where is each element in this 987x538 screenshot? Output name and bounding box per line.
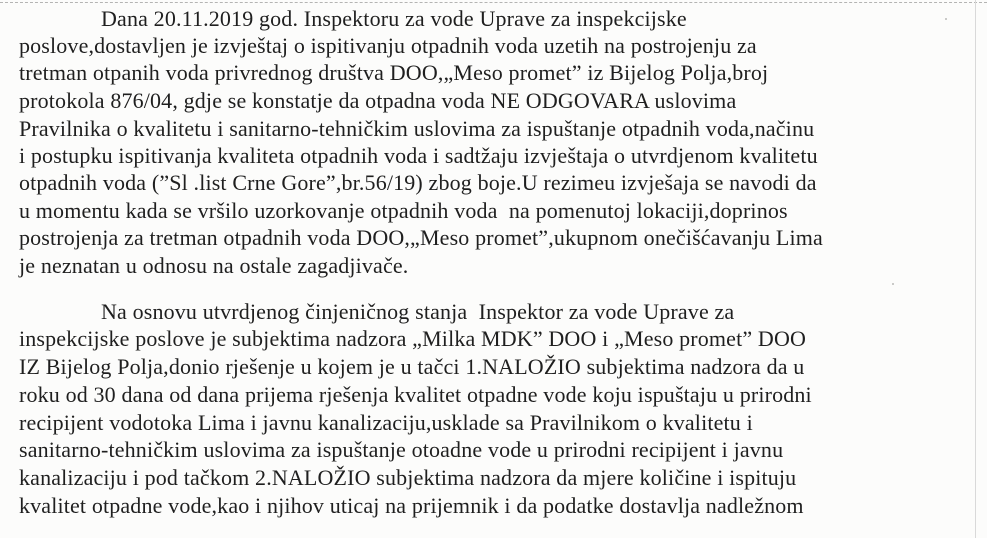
paragraph-1-line-10: je neznatan u odnosu na ostale zagadjivače. — [19, 253, 409, 278]
paragraph-1-line-4: protokola 876/04, gdje se konstatje da otpadna voda NE ODGOVARA uslovima — [19, 88, 737, 113]
paragraph-2-line-1: Na osnovu utvrdjenog činjeničnog stanja Inspektor za vode Uprave za — [101, 299, 735, 324]
scan-speck — [945, 18, 947, 20]
paragraph-2-line-2: inspekcijske poslove je subjektima nadzora „Milka MDK” DOO i „Meso promet” DOO — [19, 326, 807, 351]
paragraph-2-line-8: kvalitet otpadne vode,kao i njihov uticaj na prijemnik i da podatke dostavlja nadležnom — [19, 493, 804, 518]
paragraph-1-line-8: u momentu kada se vršilo uzorkovanje otpadnih voda na pomenutoj lokaciji,doprinos — [19, 198, 788, 223]
scan-speck — [892, 283, 894, 285]
right-page-edge — [975, 0, 976, 538]
paragraph-1-line-2: poslove,dostavljen je izvještaj o ispitivanju otpadnih voda uzetih na postrojenju za — [19, 33, 757, 58]
paragraph-1-line-3: tretman otpanih voda privrednog društva DOO,„Meso promet” iz Bijelog Polja,broj — [19, 60, 769, 85]
paragraph-1-line-9: postrojenja za tretman otpadnih voda DOO,„Meso promet”,ukupnom onečišćavanju Lima — [19, 225, 823, 250]
paragraph-1-line-6: i postupku ispitivanja kvaliteta otpadnih voda i sadtžaju izvještaja o utvrdjenom kvalitetu — [19, 143, 818, 168]
paragraph-2-line-4: roku od 30 dana od dana prijema rješenja kvalitet otpadne vode koju ispuštaju u prirodni — [19, 382, 812, 407]
paragraph-1-line-5: Pravilnika o kvalitetu i sanitarno-tehničkim uslovima za ispuštanje otpadnih voda,načinu — [19, 116, 815, 141]
paragraph-1-line-7: otpadnih voda (”Sl .list Crne Gore”,br.56/19) zbog boje.U rezimeu izvješaja se navodi da — [19, 170, 817, 195]
paragraph-2-line-3: IZ Bijelog Polja,donio rješenje u kojem je u tačci 1.NALOŽIO subjektima nadzora da u — [19, 354, 805, 379]
top-scan-border — [0, 2, 987, 4]
paragraph-1-line-1: Dana 20.11.2019 god. Inspektoru za vode Uprave za inspekcijske — [101, 6, 687, 31]
paragraph-2-line-7: kanalizaciju i pod tačkom 2.NALOŽIO subjektima nadzora da mjere količine i ispituju — [19, 465, 797, 490]
paragraph-2-line-6: sanitarno-tehničkim uslovima za ispuštanje otoadne vode u prirodni recipijent i javnu — [19, 437, 784, 462]
paragraph-2-line-5: recipijent vodotoka Lima i javnu kanalizaciju,usklade sa Pravilnikom o kvalitetu i — [19, 410, 753, 435]
